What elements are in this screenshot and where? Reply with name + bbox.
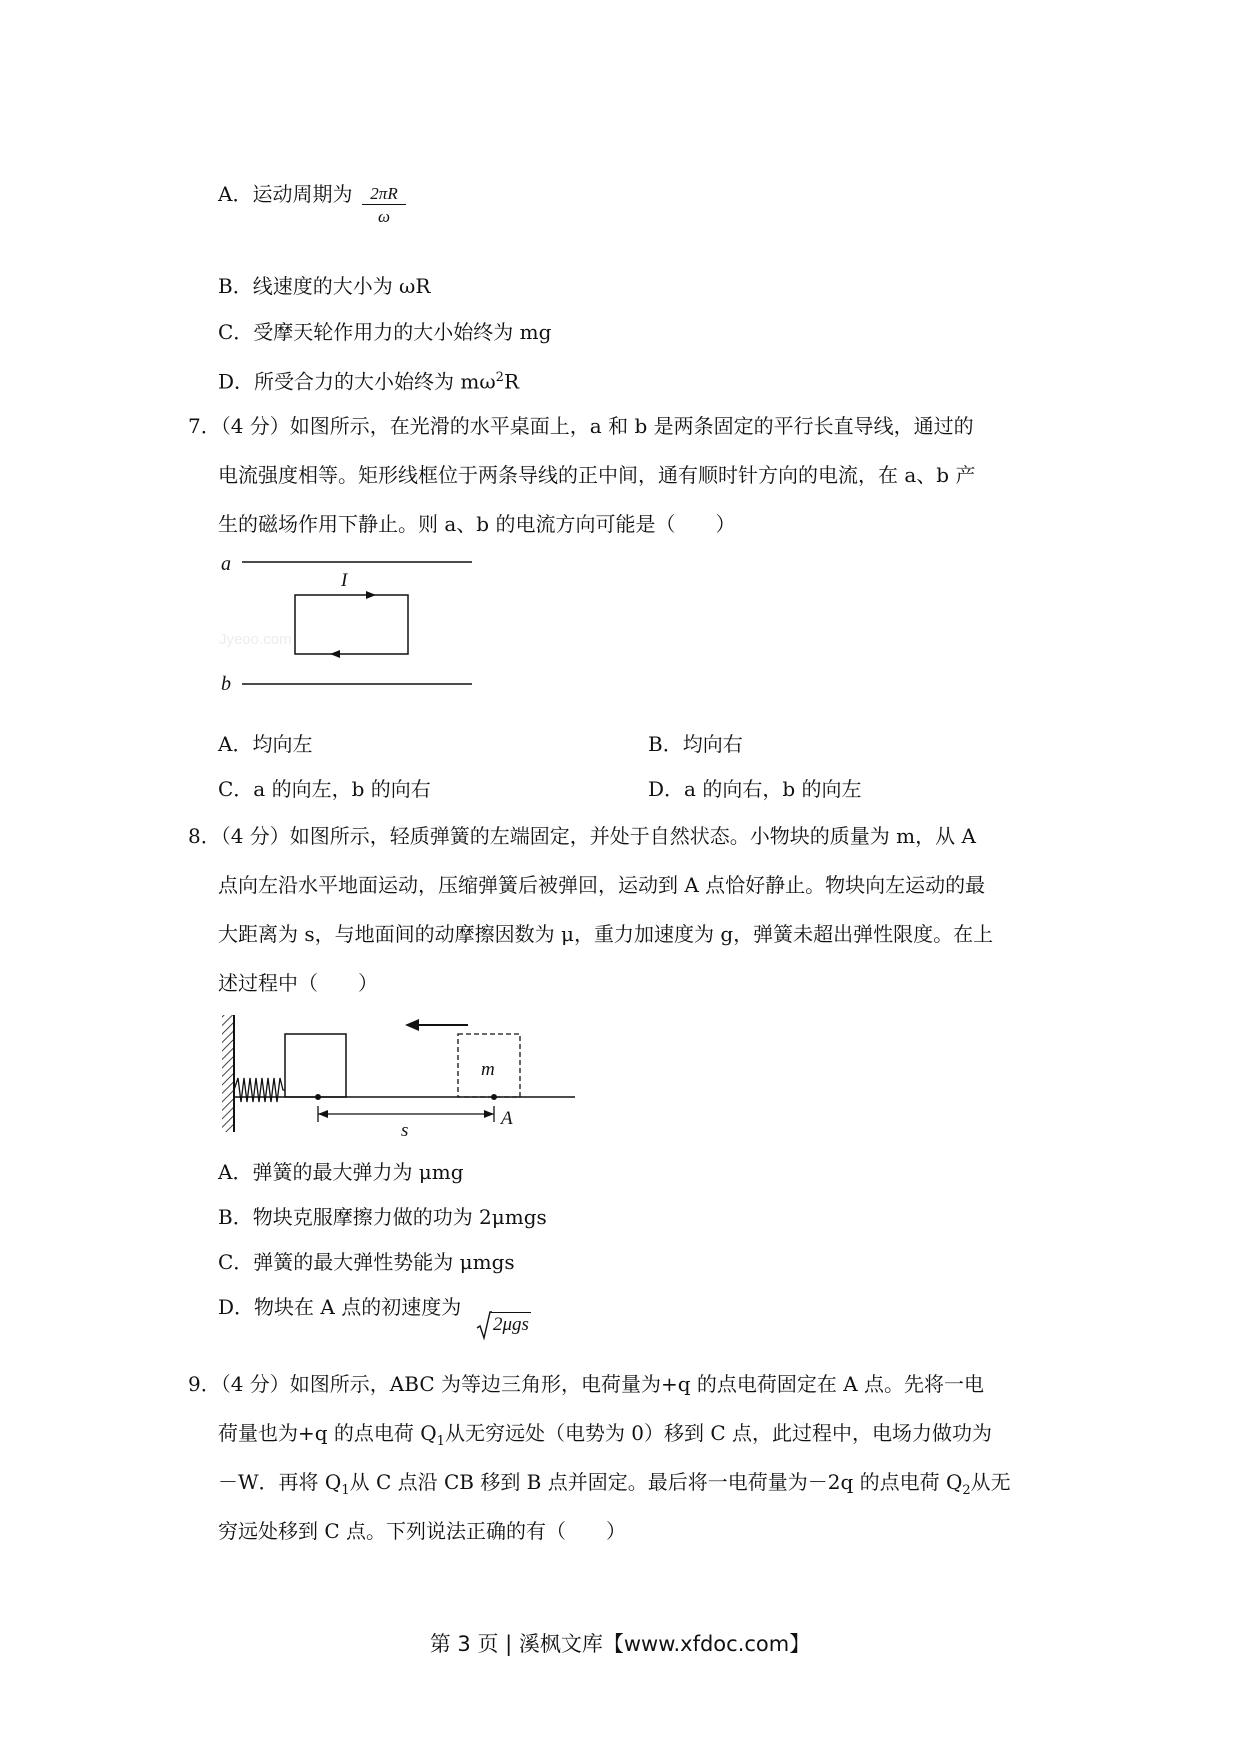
page-footer: 第 3 页 | 溪枫文库【www.xfdoc.com】 [429,1632,811,1656]
q9-line-2-part-b: 从无穷远处（电势为 0）移到 C 点，此过程中，电场力做功为 [444,1421,993,1445]
q7-option-b: B．均向右 [648,732,743,756]
rectangular-loop [295,595,408,654]
q6-option-d-suffix: R [503,369,520,394]
label-distance-s: s [401,1120,409,1141]
q8-option-a: A．弹簧的最大弹力为 μmg [218,1160,464,1184]
q9-line-3-subscript-1: 1 [341,1483,350,1498]
q9-stem-line-2 [218,1419,992,1456]
q9-line-2-subscript: 1 [436,1434,445,1449]
fraction-numerator: 2πR [362,184,406,205]
q9-line-3-part-a: －W．再将 Q [218,1470,342,1494]
q9-stem-line-3 [218,1468,1011,1505]
point-compressed [315,1094,321,1100]
q8-stem-line-2: 点向左沿水平地面运动，压缩弹簧后被弹回，运动到 A 点恰好静止。物块向左运动的最 [218,873,986,897]
q6-option-d-exponent: 2 [495,370,504,385]
q9-line-3-subscript-2: 2 [962,1483,971,1498]
sqrt-radicand: 2μgs [493,1314,529,1335]
q9-line-2-part-a: 荷量也为+q 的点电荷 Q [218,1421,437,1445]
q8-option-d [218,1293,461,1321]
q7-stem-line-1: 7．（4 分）如图所示，在光滑的水平桌面上，a 和 b 是两条固定的平行长直导线，通过的 [188,414,974,438]
spring [234,1078,285,1102]
q8-stem-line-4: 述过程中（ ） [218,971,378,995]
label-wire-a: a [221,553,231,575]
q7-stem-line-2: 电流强度相等。矩形线框位于两条导线的正中间，通有顺时针方向的电流，在 a、b 产 [218,463,976,487]
compressed-block [285,1034,346,1097]
q9-line-3-part-c: 从无 [970,1470,1011,1494]
q9-line-3-part-b: 从 C 点沿 CB 移到 B 点并固定。最后将一电荷量为－2q 的点电荷 Q [349,1470,963,1494]
arrow-left-icon [330,650,340,658]
arrow-right-icon [484,1110,494,1118]
q6-option-a-fraction [362,184,406,229]
fixed-wall [222,1015,234,1132]
label-current-i: I [341,570,348,591]
q6-option-d-text: D．所受合力的大小始终为 mω [218,369,496,394]
q6-option-b: B．线速度的大小为 ωR [218,274,431,298]
q8-stem-line-3: 大距离为 s，与地面间的动摩擦因数为 μ，重力加速度为 g，弹簧未超出弹性限度。在上 [218,922,994,946]
q8-option-b: B．物块克服摩擦力做的功为 2μmgs [218,1205,547,1229]
arrow-right-icon [366,591,376,599]
arrow-left-icon [405,1019,419,1031]
q9-stem-line-4: 穷远处移到 C 点。下列说法正确的有（ ） [218,1519,627,1543]
fraction-denominator: ω [377,207,390,226]
point-a [491,1094,497,1100]
q7-option-d: D．a 的向右，b 的向左 [648,777,862,801]
q6-option-a [218,180,352,208]
watermark: Jyeoo.com [219,631,292,648]
q8-stem-line-1: 8．（4 分）如图所示，轻质弹簧的左端固定，并处于自然状态。小物块的质量为 m，从 A [188,824,976,848]
q7-option-c: C．a 的向左，b 的向右 [218,777,431,801]
label-point-a: A [501,1108,513,1129]
q7-figure [215,548,485,698]
radical-sign-icon [476,1310,492,1340]
q8-option-d-text: D．物块在 A 点的初速度为 [218,1295,462,1319]
q8-option-c: C．弹簧的最大弹性势能为 μmgs [218,1250,515,1274]
arrow-left-icon [318,1110,328,1118]
q6-option-d [218,364,519,396]
label-mass-m: m [481,1059,495,1080]
label-wire-b: b [221,673,231,695]
q9-stem-line-1: 9．（4 分）如图所示，ABC 为等边三角形，电荷量为+q 的点电荷固定在 A 点。先将一电 [188,1372,985,1396]
q7-option-a: A．均向左 [218,732,313,756]
q7-stem-line-3: 生的磁场作用下静止。则 a、b 的电流方向可能是（ ） [218,512,736,536]
q6-option-c: C．受摩天轮作用力的大小始终为 mg [218,320,552,344]
q8-figure [220,1010,580,1142]
q6-option-a-text: A．运动周期为 [218,182,353,206]
